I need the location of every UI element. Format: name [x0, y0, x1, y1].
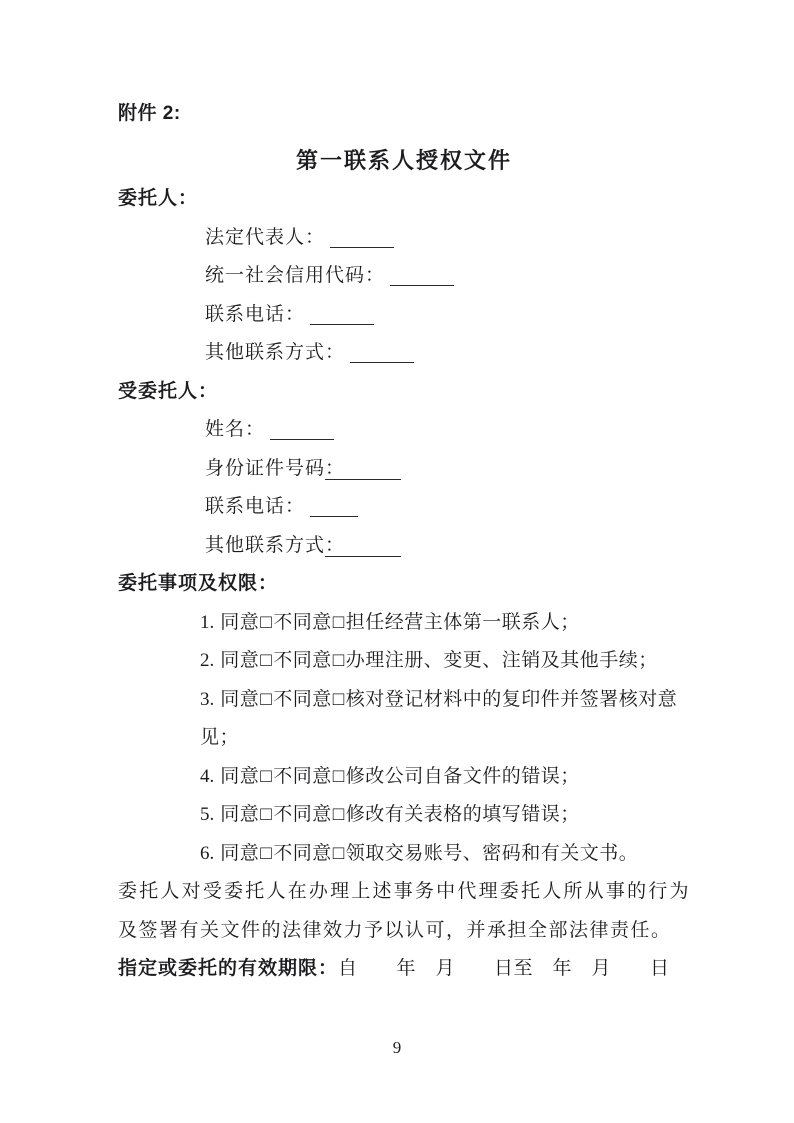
validity-period-line — [118, 950, 690, 989]
item-text: 办理注册、变更、注销及其他手续； — [345, 650, 658, 671]
authorization-item-6 — [118, 835, 690, 874]
disagree-label: 不同意 — [273, 650, 332, 671]
field-credit-code — [118, 257, 690, 296]
legal-statement: 委托人对受委托人在办理上述事务中代理委托人所从事的行为及签署有关文件的法律效力予以认可，并承担全部法律责任。 — [118, 881, 690, 941]
authorization-item-5 — [118, 796, 690, 835]
field-trustee-other-contact — [118, 527, 690, 566]
authorization-item-4 — [118, 758, 690, 797]
item-text: 修改公司自备文件的错误； — [345, 765, 580, 787]
authorization-item-3 — [118, 681, 690, 758]
disagree-checkbox: □ — [332, 688, 345, 710]
agree-label: 同意 — [220, 842, 260, 864]
item-number: 2. — [200, 650, 215, 671]
agree-checkbox: □ — [260, 650, 273, 671]
page-number: 9 — [392, 1038, 402, 1057]
item-number: 6. — [200, 842, 215, 864]
item-number: 3. — [200, 688, 215, 710]
field-trustee-phone — [118, 488, 690, 527]
item-text: 领取交易账号、密码和有关文书。 — [345, 842, 639, 864]
disagree-label: 不同意 — [273, 804, 332, 825]
authorization-heading: 委托事项及权限： — [118, 573, 279, 594]
agree-label: 同意 — [220, 688, 260, 710]
field-legal-representative — [118, 219, 690, 258]
blank-line — [310, 492, 358, 517]
blank-line — [310, 300, 374, 325]
field-label: 其他联系方式 — [205, 534, 326, 556]
disagree-label: 不同意 — [273, 765, 332, 787]
blank-line — [330, 223, 394, 248]
item-text: 修改有关表格的填写错误； — [345, 804, 580, 825]
trustee-heading: 受委托人： — [118, 380, 219, 402]
disagree-checkbox: □ — [332, 765, 345, 787]
field-label: 身份证件号码 — [205, 457, 326, 479]
disagree-checkbox: □ — [332, 804, 345, 825]
disagree-label: 不同意 — [273, 842, 332, 864]
field-label: 姓名： — [205, 419, 266, 440]
field-trustee-name — [118, 411, 690, 450]
agree-label: 同意 — [220, 765, 260, 787]
attachment-label: 附件 2: — [118, 103, 181, 124]
agree-checkbox: □ — [260, 611, 273, 633]
field-label: 联系电话： — [205, 496, 306, 517]
blank-line-with-colon: ： — [325, 458, 401, 480]
item-number: 4. — [200, 765, 215, 787]
document-title: 第一联系人授权文件 — [295, 147, 512, 173]
agree-label: 同意 — [220, 804, 260, 825]
disagree-label: 不同意 — [273, 611, 332, 633]
disagree-checkbox: □ — [332, 611, 345, 633]
agree-checkbox: □ — [260, 688, 273, 710]
blank-line — [350, 338, 414, 363]
agree-checkbox: □ — [260, 804, 273, 825]
field-id-number — [118, 450, 690, 489]
blank-line-with-colon: ： — [325, 535, 401, 557]
disagree-checkbox: □ — [332, 842, 345, 864]
disagree-checkbox: □ — [332, 650, 345, 671]
agree-checkbox: □ — [260, 765, 273, 787]
authorization-item-2 — [118, 642, 690, 681]
field-label: 统一社会信用代码： — [205, 265, 386, 286]
field-label: 法定代表人： — [205, 226, 326, 248]
field-label: 其他联系方式： — [205, 342, 346, 363]
field-principal-other-contact — [118, 334, 690, 373]
disagree-label: 不同意 — [273, 688, 332, 710]
agree-label: 同意 — [220, 611, 260, 633]
agree-label: 同意 — [220, 650, 260, 671]
item-text: 担任经营主体第一联系人； — [345, 611, 580, 633]
item-number: 1. — [200, 611, 215, 633]
validity-value: 自 年 月 日至 年 月 日 — [338, 958, 670, 979]
item-number: 5. — [200, 804, 215, 825]
agree-checkbox: □ — [260, 842, 273, 864]
field-label: 联系电话： — [205, 303, 306, 325]
validity-label: 指定或委托的有效期限： — [118, 958, 339, 979]
authorization-item-1 — [118, 604, 690, 643]
blank-line — [270, 415, 334, 440]
field-principal-phone — [118, 296, 690, 335]
blank-line — [390, 261, 454, 286]
item-text: 核对登记材料中的复印件并签署核对意见； — [200, 688, 678, 748]
principal-heading: 委托人： — [118, 188, 199, 209]
